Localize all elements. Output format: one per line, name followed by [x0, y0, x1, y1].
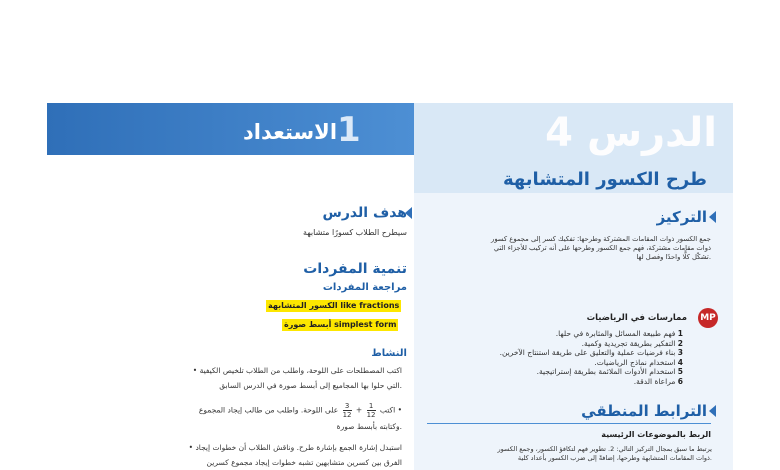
practice-item: 3 بناء فرضيات عملية والتعليق على طريقة استنتاج الآخرين.: [499, 348, 683, 358]
focus-text-1: جمع الكسور ذوات المقامات المشتركة وطرحها: تفكيك كسر إلى مجموع كسور: [491, 235, 711, 243]
activity-bullet-1-line-2: التي حلوا بها المجاميع إلى أبسط صورة في الدرس السابق.: [219, 381, 402, 390]
vocab-term-like-fractions: الكسور المتشابهة like fractions: [268, 301, 400, 310]
practice-item: 1 فهم طبيعة المسائل والمثابرة في حلها.: [555, 329, 683, 338]
lesson-subtitle: طرح الكسور المتشابهة: [503, 169, 707, 190]
activity-bullet-1-line-1: • اكتب المصطلحات على اللوحة، واطلب من الطلاب تلخيص الكيفية: [192, 366, 402, 375]
focus-heading: التركيز: [656, 208, 707, 226]
vocab-review-label: مراجعة المفردات: [322, 282, 407, 293]
coherence-heading: الترابط المنطقي: [581, 402, 707, 420]
focus-text-2: ذوات مقامات مشتركة، فهم جمع الكسور وطرحها على أنه تركيب للأجزاء التي: [493, 244, 711, 252]
vocab-term-simplest-form: أبسط صورة simplest form: [284, 320, 397, 329]
goal-heading: هدف الدرس: [322, 205, 407, 221]
goal-text: سيطرح الطلاب كسورًا متشابهة: [302, 228, 407, 237]
bullet-2-suffix: على اللوحة. واطلب من طالب إيجاد المجموع: [198, 405, 339, 415]
activity-heading: النشاط: [371, 348, 407, 359]
focus-text-3: تشكّل كلًّا واحدًا وفصل لها.: [636, 253, 711, 261]
math-practices-badge: MP: [698, 308, 718, 328]
plus-sign: +: [355, 405, 363, 415]
goal-marker-icon: [405, 207, 412, 219]
prep-title: الاستعداد: [243, 120, 338, 144]
activity-bullet-2-line-1: [67, 402, 402, 419]
fraction-one-twelfth: $\frac{1}{12}$: [366, 402, 376, 419]
vocab-heading: تنمية المفردات: [303, 261, 407, 277]
practice-item: 2 التفكير بطريقة تجريدية وكمية.: [581, 338, 683, 348]
focus-marker-icon: [709, 211, 716, 223]
coherence-text-1: يرتبط ما سبق بمجال التركيز التالي: 2. تطوير فهم لتكافؤ الكسور، وجمع الكسور: [497, 445, 712, 453]
lesson-title: الدرس 4: [545, 110, 717, 156]
bullet-2-prefix: • اكتب: [379, 405, 402, 415]
coherence-subheading: الربط بالموضوعات الرئيسية: [601, 430, 711, 439]
practice-item: 5 استخدام الأدوات الملائمة بطريقة إستراتيجية.: [536, 367, 683, 377]
lesson-page: [47, 103, 733, 470]
divider: [427, 423, 711, 424]
practice-item: 6 مراعاة الدقة.: [633, 376, 683, 386]
coherence-marker-icon: [709, 405, 716, 417]
coherence-text-2: ذوات المقامات المتشابهة وطرحها، إضافةً إلى ضرب الكسور بأعداد كلية.: [517, 454, 712, 462]
practice-item: 4 استخدام نماذج الرياضيات.: [594, 357, 683, 367]
activity-bullet-3-line-1: • استبدل إشارة الجمع بإشارة طرح. وناقش الطلاب أن خطوات إيجاد: [188, 443, 402, 452]
activity-bullet-3-line-2: الفرق بين كسرين متشابهين تشبه خطوات إيجاد مجموع كسرين: [206, 458, 402, 467]
practices-list: [477, 329, 683, 387]
practices-heading: ممارسات في الرياضيات: [586, 313, 687, 323]
activity-bullet-2-line-2: وكتابته بأبسط صورة.: [336, 422, 402, 431]
fraction-three-twelfths: $\frac{3}{12}$: [342, 402, 352, 419]
prep-number: 1: [337, 110, 361, 150]
